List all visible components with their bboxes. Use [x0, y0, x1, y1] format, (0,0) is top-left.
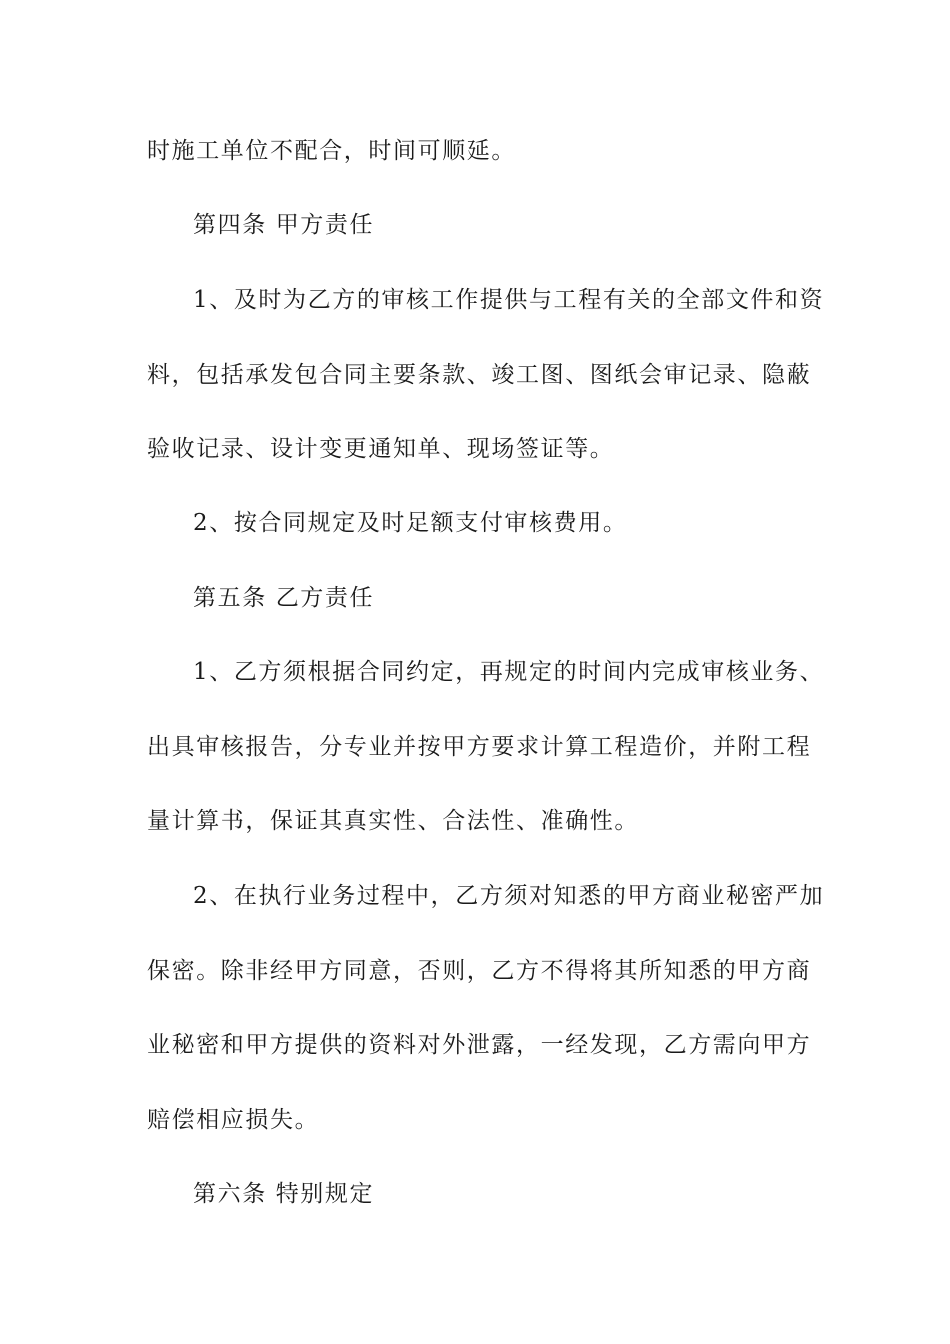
section-heading-article-4: 第四条 甲方责任 [193, 212, 375, 238]
body-text-line: 1、乙方须根据合同约定，再规定的时间内完成审核业务、 [193, 659, 825, 685]
body-text-line: 2、按合同规定及时足额支付审核费用。 [193, 510, 628, 536]
section-heading-article-5: 第五条 乙方责任 [193, 585, 375, 611]
body-text-line: 验收记录、设计变更通知单、现场签证等。 [147, 436, 615, 462]
body-text-line: 保密。除非经甲方同意，否则，乙方不得将其所知悉的甲方商 [147, 958, 812, 984]
body-text-line: 出具审核报告，分专业并按甲方要求计算工程造价，并附工程 [147, 734, 812, 760]
body-text-line: 料，包括承发包合同主要条款、竣工图、图纸会审记录、隐蔽 [147, 362, 812, 388]
body-text-line: 1、及时为乙方的审核工作提供与工程有关的全部文件和资 [193, 287, 825, 313]
body-text-line: 时施工单位不配合，时间可顺延。 [147, 138, 516, 164]
body-text-line: 2、在执行业务过程中，乙方须对知悉的甲方商业秘密严加 [193, 883, 825, 909]
body-text-line: 业秘密和甲方提供的资料对外泄露，一经发现，乙方需向甲方 [147, 1032, 812, 1058]
body-text-line: 量计算书，保证其真实性、合法性、准确性。 [147, 808, 639, 834]
body-text-line: 赔偿相应损失。 [147, 1107, 320, 1133]
section-heading-article-6: 第六条 特别规定 [193, 1181, 375, 1207]
